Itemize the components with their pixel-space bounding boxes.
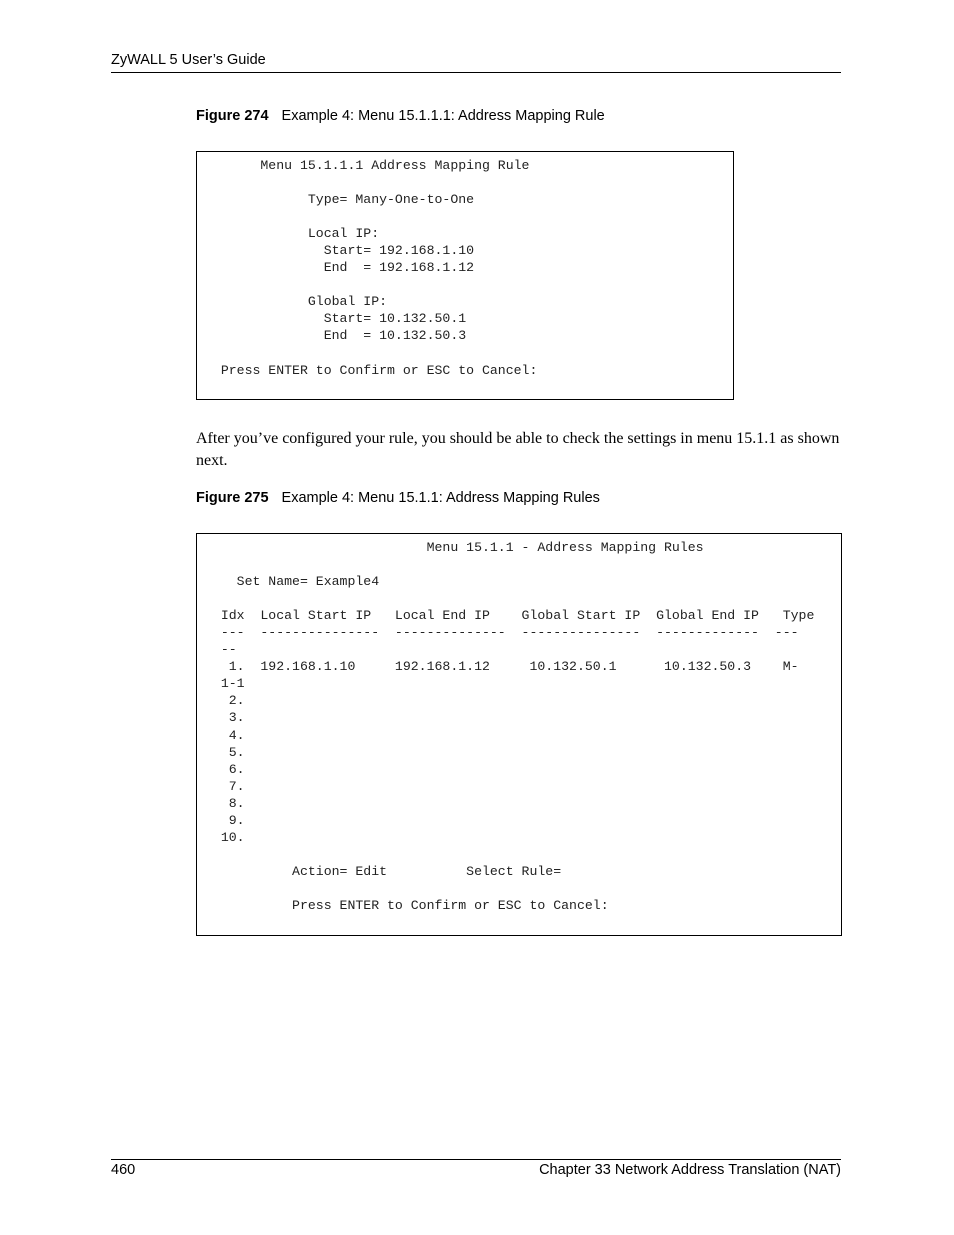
figure-275-number: Figure 275: [196, 490, 269, 506]
figure-274-screen-text: Menu 15.1.1.1 Address Mapping Rule Type= Many-One-to-One Local IP: Start= 192.168.1.10 End = 192.168.1.12 Global IP: Start= 10.132.50.1 End = 10.132.50.3 Press ENTER to Confirm or ESC to Cancel:: [220, 158, 538, 378]
body-paragraph: After you’ve configured your rule, you should be able to check the settings in menu 15.1.1 as shown next.: [196, 430, 840, 469]
figure-275-caption: [196, 490, 600, 506]
figure-274-title: Example 4: Menu 15.1.1.1: Address Mapping Rule: [281, 108, 605, 124]
figure-275-screen: [196, 533, 842, 936]
chapter-title: Chapter 33 Network Address Translation (NAT): [539, 1162, 841, 1178]
figure-274-screen: [196, 151, 734, 400]
figure-274-caption: [196, 108, 605, 124]
running-header-title: ZyWALL 5 User’s Guide: [111, 52, 266, 68]
figure-275-title: Example 4: Menu 15.1.1: Address Mapping Rules: [281, 490, 600, 506]
figure-274-number: Figure 274: [196, 108, 269, 124]
page-number: 460: [111, 1162, 136, 1178]
header-divider: [111, 72, 841, 73]
figure-275-screen-text: Menu 15.1.1 - Address Mapping Rules Set Name= Example4 Idx Local Start IP Local End IP Global Start IP Global End IP Type --- --------------- -------------- --------------- ------------- --- -- 1. 192.168.1.10 192.168.1.12 10.132.50.1 10.132.50.3 M- 1-1 2. 3. 4. 5. 6. 7. 8. 9. 10. Action= Edit Select Rule= Press ENTER to Confirm or ESC to Cancel:: [220, 540, 815, 913]
footer-divider: [111, 1159, 841, 1160]
